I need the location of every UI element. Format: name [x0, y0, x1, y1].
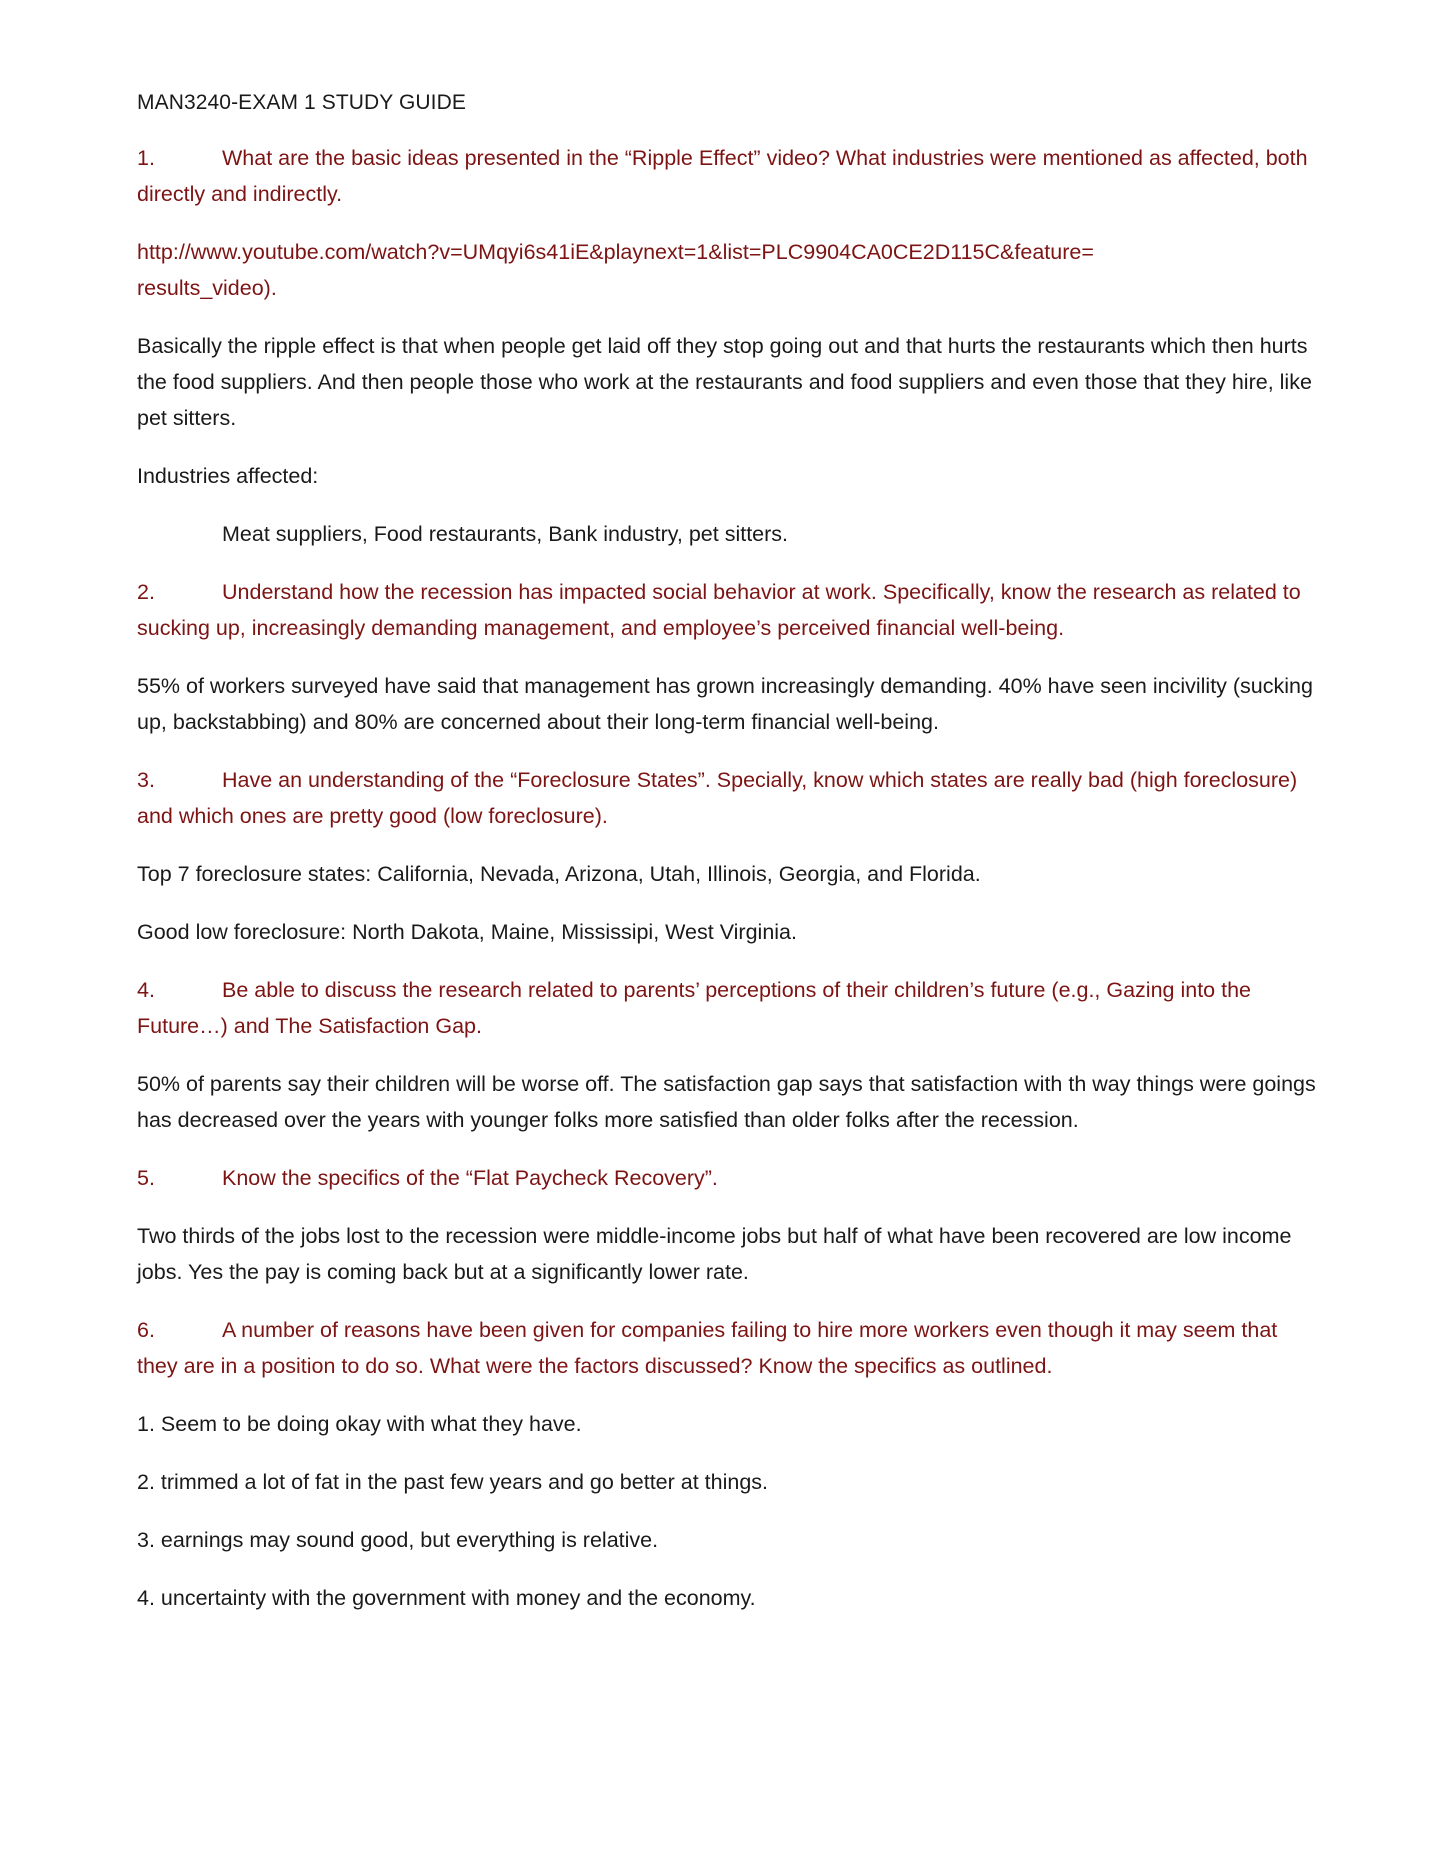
question-text: Be able to discuss the research related to parents’ perceptions of their children’s future (e.g., Gazing into the Future…) and The Satisfaction Gap. — [137, 978, 1251, 1038]
question-number: 6. — [137, 1318, 155, 1342]
question-text: A number of reasons have been given for companies failing to hire more workers even though it may seem that they are in a position to do so. What were the factors discussed? Know the specifics as outlined. — [137, 1318, 1278, 1378]
answer-6-item-4: 4. uncertainty with the government with money and the economy. — [137, 1586, 756, 1610]
industries-list: Meat suppliers, Food restaurants, Bank industry, pet sitters. — [222, 522, 789, 546]
question-number: 1. — [137, 146, 155, 170]
question-4 — [137, 972, 1316, 1044]
question-2 — [137, 574, 1316, 646]
document-title: MAN3240-EXAM 1 STUDY GUIDE — [137, 91, 466, 114]
industries-label: Industries affected: — [137, 464, 319, 488]
answer-2: 55% of workers surveyed have said that management has grown increasingly demanding. 40% have seen incivility (sucking up, backstabbing) and 80% are concerned about their long-term financial well-being. — [137, 674, 1313, 734]
question-number: 5. — [137, 1166, 155, 1190]
answer-4: 50% of parents say their children will be worse off. The satisfaction gap says that satisfaction with th way things were goings has decreased over the years with younger folks more satisfied than older folks after the recession. — [137, 1072, 1316, 1132]
video-link[interactable] — [137, 234, 1316, 306]
answer-3-top-states: Top 7 foreclosure states: California, Nevada, Arizona, Utah, Illinois, Georgia, and Florida. — [137, 862, 981, 886]
question-1 — [137, 140, 1316, 212]
video-url-line-1[interactable]: http://www.youtube.com/watch?v=UMqyi6s41iE&playnext=1&list=PLC9904CA0CE2D115C&feature= — [137, 240, 1094, 264]
question-text: Have an understanding of the “Foreclosure States”. Specially, know which states are really bad (high foreclosure) and which ones are pretty good (low foreclosure). — [137, 768, 1298, 828]
answer-6-item-3: 3. earnings may sound good, but everything is relative. — [137, 1528, 659, 1552]
answer-1: Basically the ripple effect is that when people get laid off they stop going out and that hurts the restaurants which then hurts the food suppliers. And then people those who work at the restaurants and food suppliers and even those that they hire, like pet sitters. — [137, 334, 1312, 430]
question-3 — [137, 762, 1316, 834]
question-number: 4. — [137, 978, 155, 1002]
question-6 — [137, 1312, 1316, 1384]
answer-3-low-states: Good low foreclosure: North Dakota, Maine, Mississipi, West Virginia. — [137, 920, 797, 944]
answer-5: Two thirds of the jobs lost to the recession were middle-income jobs but half of what have been recovered are low income jobs. Yes the pay is coming back but at a significantly lower rate. — [137, 1224, 1292, 1284]
answer-6-item-2: 2. trimmed a lot of fat in the past few years and go better at things. — [137, 1470, 769, 1494]
question-text: What are the basic ideas presented in the “Ripple Effect” video? What industries were mentioned as affected, both directly and indirectly. — [137, 146, 1308, 206]
question-number: 3. — [137, 768, 155, 792]
video-url-line-2[interactable]: results_video). — [137, 276, 277, 300]
question-text: Know the specifics of the “Flat Paycheck Recovery”. — [222, 1166, 718, 1190]
question-text: Understand how the recession has impacted social behavior at work. Specifically, know the research as related to sucking up, increasingly demanding management, and employee’s perceived financial well-being. — [137, 580, 1301, 640]
question-5 — [137, 1160, 1316, 1196]
answer-6-item-1: 1. Seem to be doing okay with what they have. — [137, 1412, 582, 1436]
question-number: 2. — [137, 580, 155, 604]
